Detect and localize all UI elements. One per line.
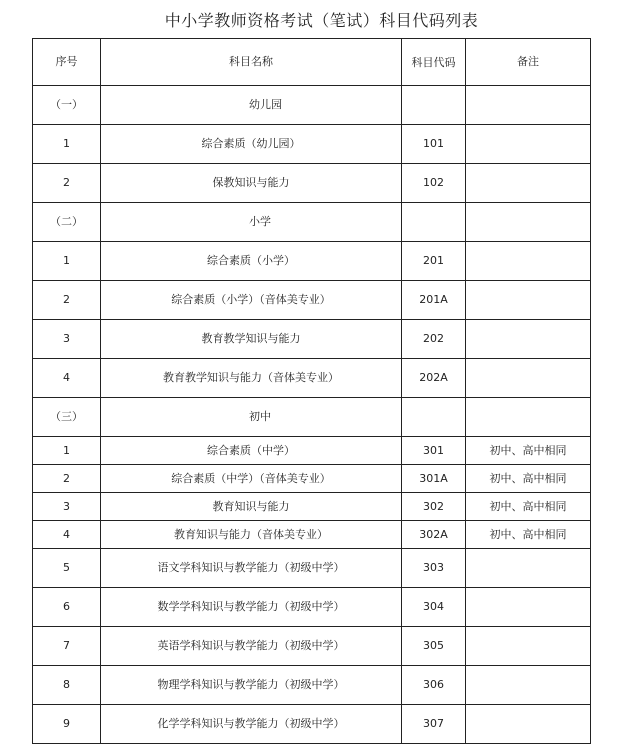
- row-seq: 2: [33, 281, 101, 320]
- header-seq: 序号: [33, 39, 101, 86]
- row-note: 初中、高中相同: [466, 493, 591, 521]
- row-note: [466, 242, 591, 281]
- row-subject-name: 教育教学知识与能力: [101, 320, 402, 359]
- row-subject-name: 语文学科知识与教学能力（初级中学）: [101, 549, 402, 588]
- row-note: [466, 359, 591, 398]
- row-code: 307: [402, 705, 466, 744]
- table-row: [33, 627, 591, 666]
- table-row: [33, 125, 591, 164]
- row-note: [466, 164, 591, 203]
- row-seq: 2: [33, 164, 101, 203]
- row-subject-name: 数学学科知识与教学能力（初级中学）: [101, 588, 402, 627]
- row-seq: 3: [33, 493, 101, 521]
- section-row-kindergarten: [33, 86, 591, 125]
- row-subject-name: 综合素质（小学）: [101, 242, 402, 281]
- table-row: [33, 588, 591, 627]
- row-note: [466, 705, 591, 744]
- row-code: 101: [402, 125, 466, 164]
- row-seq: 7: [33, 627, 101, 666]
- row-note: [466, 666, 591, 705]
- row-seq: 3: [33, 320, 101, 359]
- row-code: [402, 86, 466, 125]
- table-row: [33, 465, 591, 493]
- table-row: [33, 359, 591, 398]
- row-note: [466, 86, 591, 125]
- row-note: [466, 588, 591, 627]
- row-seq: 4: [33, 359, 101, 398]
- subject-code-table: [32, 38, 591, 744]
- row-seq: 8: [33, 666, 101, 705]
- row-subject-name: 物理学科知识与教学能力（初级中学）: [101, 666, 402, 705]
- section-name: 初中: [101, 398, 402, 437]
- row-seq: 1: [33, 437, 101, 465]
- row-code: 306: [402, 666, 466, 705]
- row-code: 305: [402, 627, 466, 666]
- row-subject-name: 综合素质（幼儿园）: [101, 125, 402, 164]
- row-note: [466, 627, 591, 666]
- table-row: [33, 242, 591, 281]
- row-code: 102: [402, 164, 466, 203]
- table-row: [33, 549, 591, 588]
- section-row-junior-high: [33, 398, 591, 437]
- row-code: 303: [402, 549, 466, 588]
- row-code: 302: [402, 493, 466, 521]
- row-subject-name: 保教知识与能力: [101, 164, 402, 203]
- row-subject-name: 教育知识与能力: [101, 493, 402, 521]
- section-name: 小学: [101, 203, 402, 242]
- table-row: [33, 666, 591, 705]
- row-subject-name: 综合素质（小学）（音体美专业）: [101, 281, 402, 320]
- table-header-row: [33, 39, 591, 86]
- row-seq: （一）: [33, 86, 101, 125]
- row-subject-name: 综合素质（中学）: [101, 437, 402, 465]
- row-code: 301A: [402, 465, 466, 493]
- row-note: 初中、高中相同: [466, 437, 591, 465]
- row-code: 302A: [402, 521, 466, 549]
- table-row: [33, 320, 591, 359]
- row-note: [466, 203, 591, 242]
- page-title: 中小学教师资格考试（笔试）科目代码列表: [164, 11, 479, 30]
- row-subject-name: 综合素质（中学）（音体美专业）: [101, 465, 402, 493]
- table-row: [33, 437, 591, 465]
- row-seq: 4: [33, 521, 101, 549]
- row-seq: 6: [33, 588, 101, 627]
- row-seq: 2: [33, 465, 101, 493]
- table-row: [33, 705, 591, 744]
- section-row-primary: [33, 203, 591, 242]
- table-row: [33, 521, 591, 549]
- row-subject-name: 教育教学知识与能力（音体美专业）: [101, 359, 402, 398]
- row-seq: 1: [33, 242, 101, 281]
- row-code: 201A: [402, 281, 466, 320]
- row-seq: 1: [33, 125, 101, 164]
- table-row: [33, 493, 591, 521]
- row-subject-name: 英语学科知识与教学能力（初级中学）: [101, 627, 402, 666]
- row-note: [466, 398, 591, 437]
- row-code: 202: [402, 320, 466, 359]
- row-code: 201: [402, 242, 466, 281]
- row-note: [466, 281, 591, 320]
- row-seq: 5: [33, 549, 101, 588]
- row-note: [466, 320, 591, 359]
- row-subject-name: 化学学科知识与教学能力（初级中学）: [101, 705, 402, 744]
- header-subject-code: 科目代码: [402, 39, 466, 86]
- row-code: 304: [402, 588, 466, 627]
- section-name: 幼儿园: [101, 86, 402, 125]
- row-code: 301: [402, 437, 466, 465]
- row-note: 初中、高中相同: [466, 521, 591, 549]
- row-code: [402, 398, 466, 437]
- table-row: [33, 164, 591, 203]
- row-seq: （三）: [33, 398, 101, 437]
- row-code: [402, 203, 466, 242]
- row-seq: （二）: [33, 203, 101, 242]
- row-note: [466, 125, 591, 164]
- row-subject-name: 教育知识与能力（音体美专业）: [101, 521, 402, 549]
- header-subject-name: 科目名称: [101, 39, 402, 86]
- row-note: [466, 549, 591, 588]
- table-row: [33, 281, 591, 320]
- row-code: 202A: [402, 359, 466, 398]
- row-seq: 9: [33, 705, 101, 744]
- row-note: 初中、高中相同: [466, 465, 591, 493]
- header-note: 备注: [466, 39, 591, 86]
